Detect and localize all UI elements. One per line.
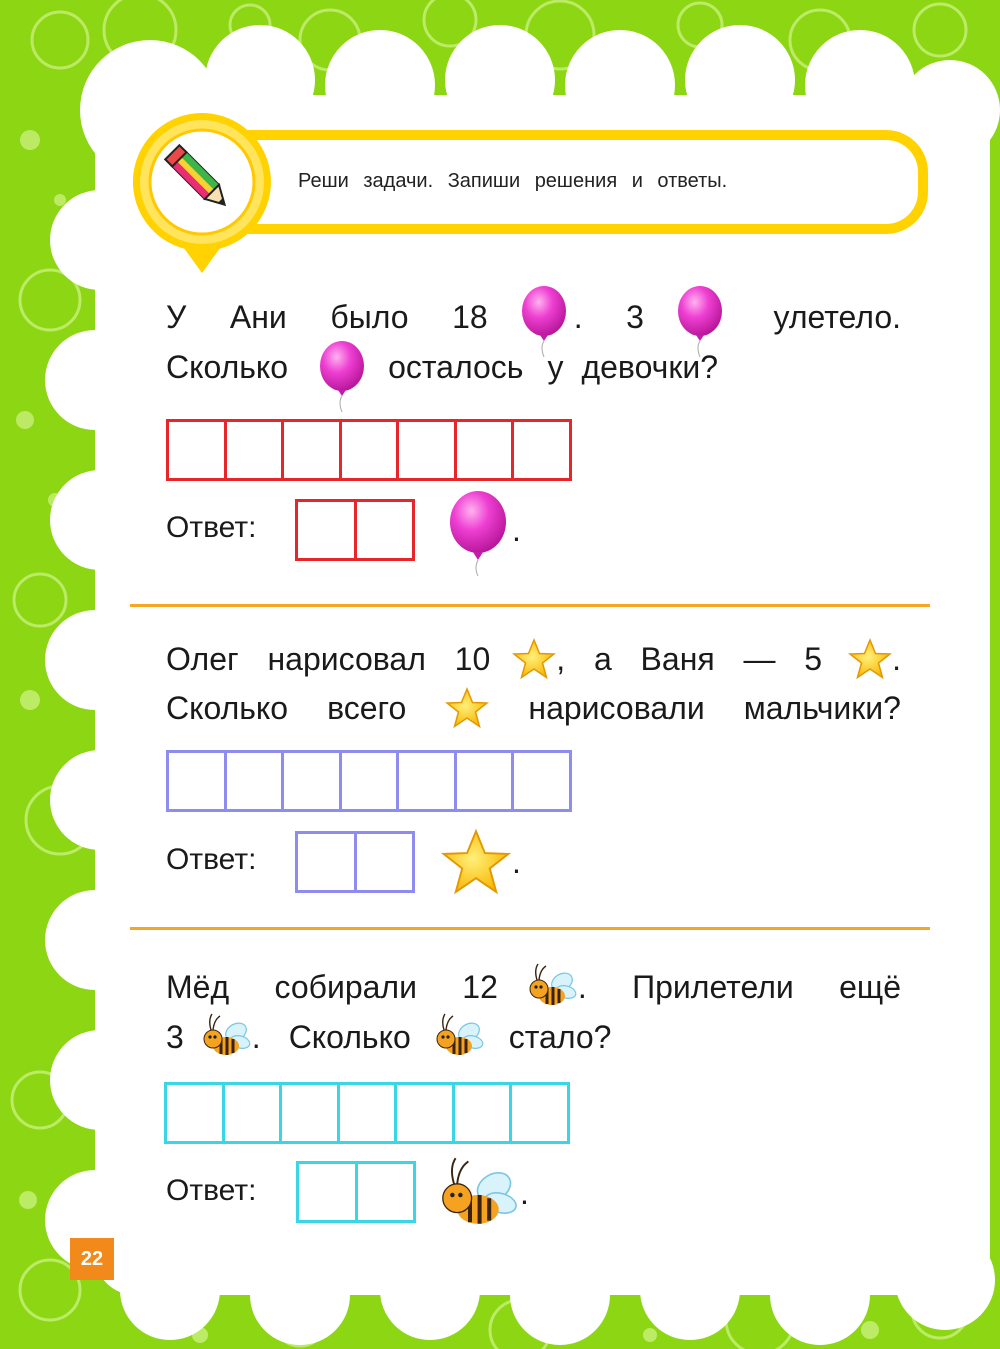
answer-cell[interactable] — [296, 1161, 358, 1223]
solution-cell[interactable] — [279, 1082, 340, 1144]
solution-cell[interactable] — [396, 419, 457, 481]
task2-comma: , — [556, 640, 566, 677]
task1-number: 3 — [626, 298, 644, 335]
solution-cell[interactable] — [222, 1082, 283, 1144]
task1-word: было — [330, 298, 409, 335]
task2-word: Сколько — [166, 689, 289, 726]
divider — [130, 604, 930, 607]
solution-cell[interactable] — [166, 419, 227, 481]
bee-icon — [526, 962, 578, 1012]
star-icon — [440, 828, 512, 896]
solution-cell[interactable] — [339, 419, 400, 481]
task3-word: стало? — [508, 1018, 612, 1055]
task1-word: Ани — [229, 298, 287, 335]
task2-answer-label: Ответ: — [166, 843, 257, 876]
bee-icon — [433, 1012, 485, 1062]
divider — [130, 927, 930, 930]
task3-word: собирали — [274, 968, 417, 1005]
solution-cell[interactable] — [454, 419, 515, 481]
task2-word: а — [593, 640, 612, 677]
task1-dot: . — [573, 298, 583, 335]
solution-cell[interactable] — [509, 1082, 570, 1144]
solution-cell[interactable] — [511, 419, 572, 481]
task2-number: 5 — [804, 640, 823, 677]
solution-cell[interactable] — [224, 750, 285, 812]
task3-word: ещё — [839, 968, 901, 1005]
answer-cell[interactable] — [355, 1161, 417, 1223]
task3-dot: . — [577, 968, 587, 1005]
solution-cell[interactable] — [337, 1082, 398, 1144]
task3-line2 — [166, 1012, 766, 1062]
instruction-text: Реши задачи. Запиши решения и ответы. — [298, 170, 728, 192]
task3-solution-grid[interactable] — [164, 1082, 570, 1144]
task2-line1 — [166, 634, 901, 684]
task2-word: Ваня — [640, 640, 715, 677]
solution-cell[interactable] — [452, 1082, 513, 1144]
solution-cell[interactable] — [164, 1082, 225, 1144]
star-icon — [512, 638, 556, 680]
solution-cell[interactable] — [396, 750, 457, 812]
solution-cell[interactable] — [394, 1082, 455, 1144]
task1-word: у — [547, 348, 564, 385]
task1-word: улетело. — [773, 298, 901, 335]
task3-line1 — [166, 962, 901, 1012]
task1-word: осталось — [388, 348, 524, 385]
task2-word: — — [743, 640, 776, 677]
task2-word: нарисовали — [528, 689, 705, 726]
bee-icon — [436, 1155, 520, 1235]
solution-cell[interactable] — [281, 419, 342, 481]
task1-answer-dot: . — [512, 512, 521, 548]
task1-number: 18 — [452, 298, 488, 335]
solution-cell[interactable] — [454, 750, 515, 812]
answer-cell[interactable] — [295, 831, 357, 893]
task1-word: девочки? — [581, 348, 718, 385]
star-icon — [848, 638, 892, 680]
task1-word: Сколько — [166, 348, 289, 385]
task1-line2 — [166, 342, 766, 392]
task1-solution-grid[interactable] — [166, 419, 572, 481]
solution-cell[interactable] — [281, 750, 342, 812]
task3-answer-dot: . — [520, 1175, 529, 1211]
task1-answer-grid[interactable] — [295, 499, 415, 561]
task3-dot: . — [251, 1018, 261, 1055]
task2-solution-grid[interactable] — [166, 750, 572, 812]
task2-answer-dot: . — [512, 844, 521, 880]
page-number: 22 — [70, 1238, 114, 1280]
balloon-icon — [446, 490, 510, 576]
task3-number: 12 — [462, 968, 498, 1005]
task3-word: Мёд — [166, 968, 230, 1005]
task3-word: Прилетели — [632, 968, 794, 1005]
star-icon — [445, 687, 489, 729]
task1-word: У — [166, 298, 187, 335]
task2-dot: . — [892, 640, 901, 677]
task2-word: Олег — [166, 640, 239, 677]
answer-cell[interactable] — [354, 499, 416, 561]
answer-cell[interactable] — [295, 499, 357, 561]
solution-cell[interactable] — [166, 750, 227, 812]
pencil-badge-icon — [128, 108, 276, 278]
task2-word: мальчики? — [743, 689, 901, 726]
task3-answer-grid[interactable] — [296, 1161, 416, 1223]
task2-line2 — [166, 683, 901, 733]
task2-word: всего — [327, 689, 407, 726]
task2-number: 10 — [454, 640, 491, 677]
task3-word: Сколько — [288, 1018, 411, 1055]
balloon-icon — [316, 340, 372, 412]
task2-word: нарисовал — [267, 640, 426, 677]
task1-answer-label: Ответ: — [166, 511, 257, 544]
answer-cell[interactable] — [354, 831, 416, 893]
task1-line1 — [166, 292, 901, 342]
task2-answer-grid[interactable] — [295, 831, 415, 893]
task3-number: 3 — [166, 1018, 184, 1055]
task3-answer-label: Ответ: — [166, 1174, 257, 1207]
solution-cell[interactable] — [511, 750, 572, 812]
solution-cell[interactable] — [224, 419, 285, 481]
bee-icon — [200, 1012, 252, 1062]
solution-cell[interactable] — [339, 750, 400, 812]
